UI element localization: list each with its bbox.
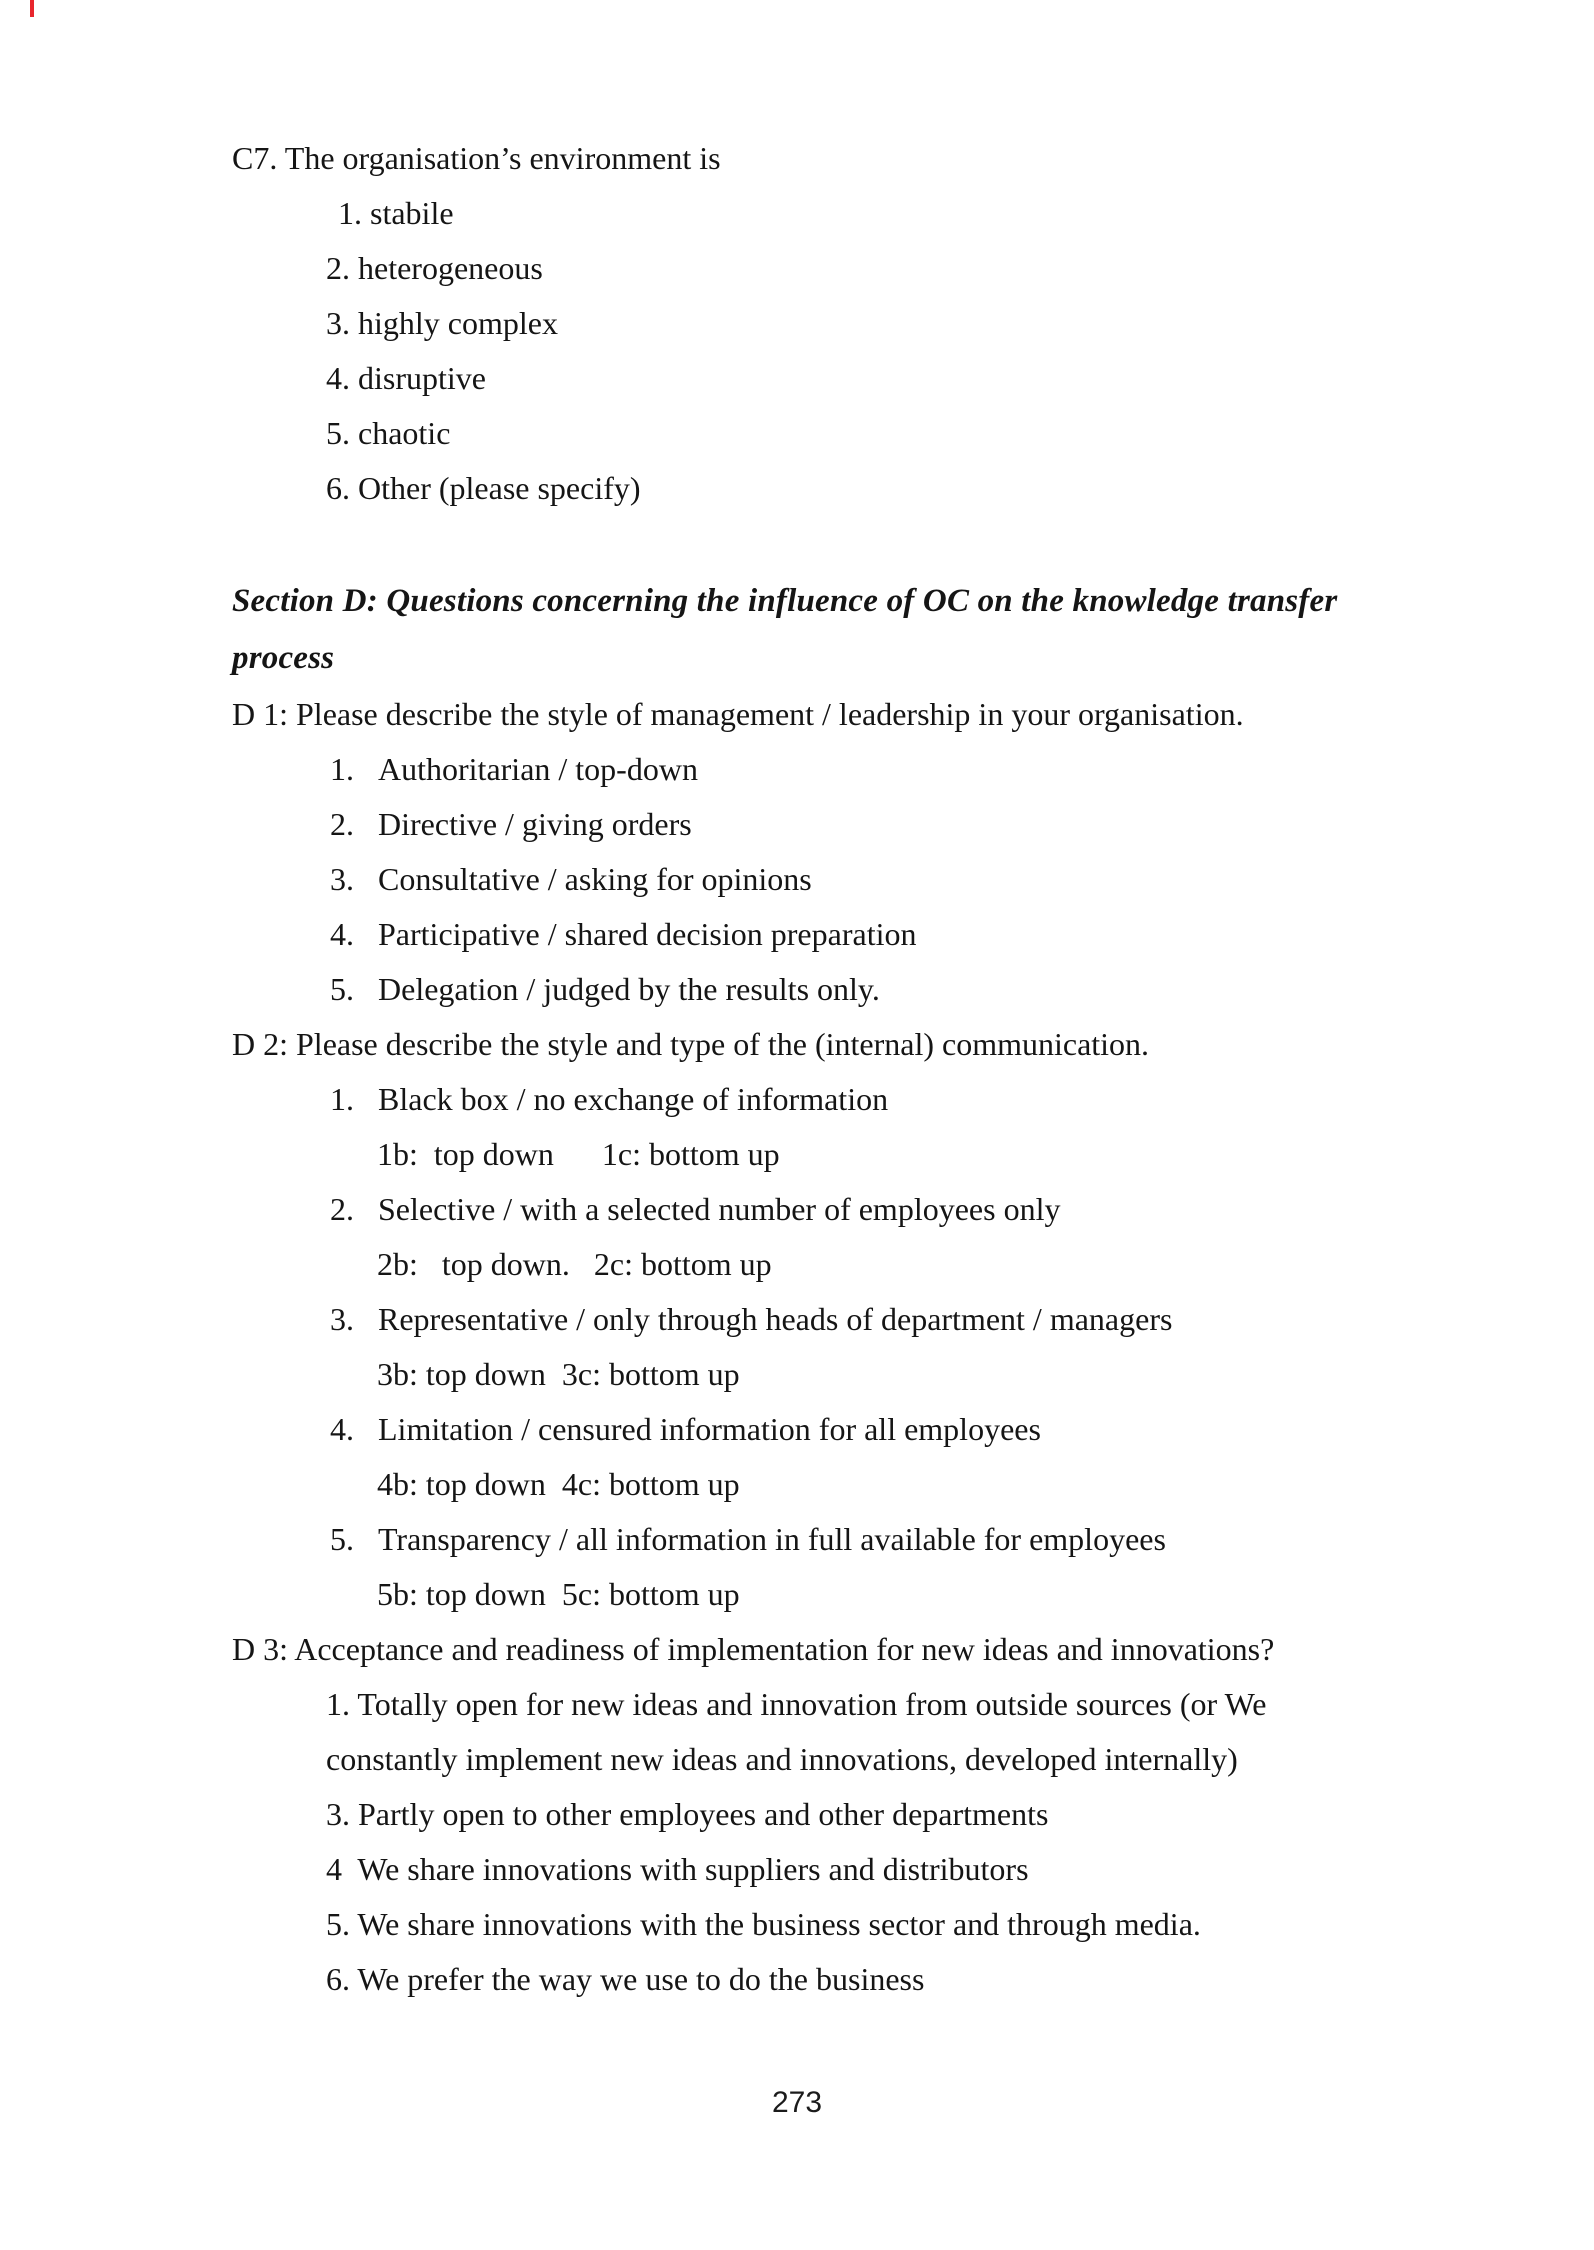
d2-option-3-number: 3. xyxy=(330,1301,354,1337)
d1-option-5 xyxy=(232,962,1382,1017)
d1-option-2 xyxy=(232,797,1382,852)
c7-option-1: 1. stabile xyxy=(338,195,454,231)
d2-option-2-sub: 2b: top down. 2c: bottom up xyxy=(377,1246,772,1282)
d1-option-5-text: Delegation / judged by the results only. xyxy=(378,971,880,1007)
d2-option-4-number: 4. xyxy=(330,1411,354,1447)
d2-option-3 xyxy=(232,1292,1382,1347)
d1-option-3-number: 3. xyxy=(330,861,354,897)
d2-option-2-text: Selective / with a selected number of employees only xyxy=(378,1191,1061,1227)
d1-option-3 xyxy=(232,852,1382,907)
section-d-heading xyxy=(232,573,1382,687)
d2-option-5-sub: 5b: top down 5c: bottom up xyxy=(377,1576,740,1612)
page-content xyxy=(232,131,1382,2007)
d2-option-2 xyxy=(232,1182,1382,1237)
d2-option-2-number: 2. xyxy=(330,1191,354,1227)
c7-option-4: 4. disruptive xyxy=(326,360,486,396)
d1-option-4-text: Participative / shared decision preparation xyxy=(378,916,917,952)
d1-option-2-number: 2. xyxy=(330,806,354,842)
d1-option-5-number: 5. xyxy=(330,971,354,1007)
c7-option-2: 2. heterogeneous xyxy=(326,250,543,286)
d1-option-3-text: Consultative / asking for opinions xyxy=(378,861,812,897)
d1-option-1-text: Authoritarian / top-down xyxy=(378,751,698,787)
d3-line-1-continued: constantly implement new ideas and innovations, developed internally) xyxy=(326,1741,1238,1777)
d2-option-5-number: 5. xyxy=(330,1521,354,1557)
d3-line-1: 1. Totally open for new ideas and innovation from outside sources (or We xyxy=(326,1686,1267,1722)
d1-option-4-number: 4. xyxy=(330,916,354,952)
question-c7-title: C7. The organisation’s environment is xyxy=(232,140,721,176)
d3-line-6: 6. We prefer the way we use to do the business xyxy=(326,1961,925,1997)
d2-option-5 xyxy=(232,1512,1382,1567)
question-d3-title: D 3: Acceptance and readiness of implementation for new ideas and innovations? xyxy=(232,1631,1275,1667)
d2-option-4 xyxy=(232,1402,1382,1457)
d1-option-4 xyxy=(232,907,1382,962)
d2-option-1 xyxy=(232,1072,1382,1127)
d2-option-3-sub: 3b: top down 3c: bottom up xyxy=(377,1356,740,1392)
c7-option-5: 5. chaotic xyxy=(326,415,451,451)
d1-option-2-text: Directive / giving orders xyxy=(378,806,692,842)
page-number: 273 xyxy=(771,2086,823,2119)
d2-option-1-number: 1. xyxy=(330,1081,354,1117)
section-d-heading-line2: process xyxy=(232,640,335,676)
d2-option-1-text: Black box / no exchange of information xyxy=(378,1081,889,1117)
d3-line-3: 3. Partly open to other employees and other departments xyxy=(326,1796,1049,1832)
d3-line-5: 5. We share innovations with the business sector and through media. xyxy=(326,1906,1201,1942)
d3-line-4: 4 We share innovations with suppliers and distributors xyxy=(326,1851,1029,1887)
d2-option-5-text: Transparency / all information in full available for employees xyxy=(378,1521,1166,1557)
d1-option-1 xyxy=(232,742,1382,797)
d2-option-4-sub: 4b: top down 4c: bottom up xyxy=(377,1466,740,1502)
question-d1-title: D 1: Please describe the style of management / leadership in your organisation. xyxy=(232,696,1244,732)
d1-option-1-number: 1. xyxy=(330,751,354,787)
question-d2-title: D 2: Please describe the style and type of the (internal) communication. xyxy=(232,1026,1150,1062)
scan-edge-artifact xyxy=(30,0,34,17)
section-d-heading-line1: Section D: Questions concerning the influence of OC on the knowledge transfer xyxy=(232,583,1338,619)
c7-option-6: 6. Other (please specify) xyxy=(326,470,641,506)
d2-option-3-text: Representative / only through heads of department / managers xyxy=(378,1301,1173,1337)
d2-option-4-text: Limitation / censured information for all employees xyxy=(378,1411,1041,1447)
d2-option-1-sub: 1b: top down 1c: bottom up xyxy=(377,1136,780,1172)
c7-option-3: 3. highly complex xyxy=(326,305,558,341)
